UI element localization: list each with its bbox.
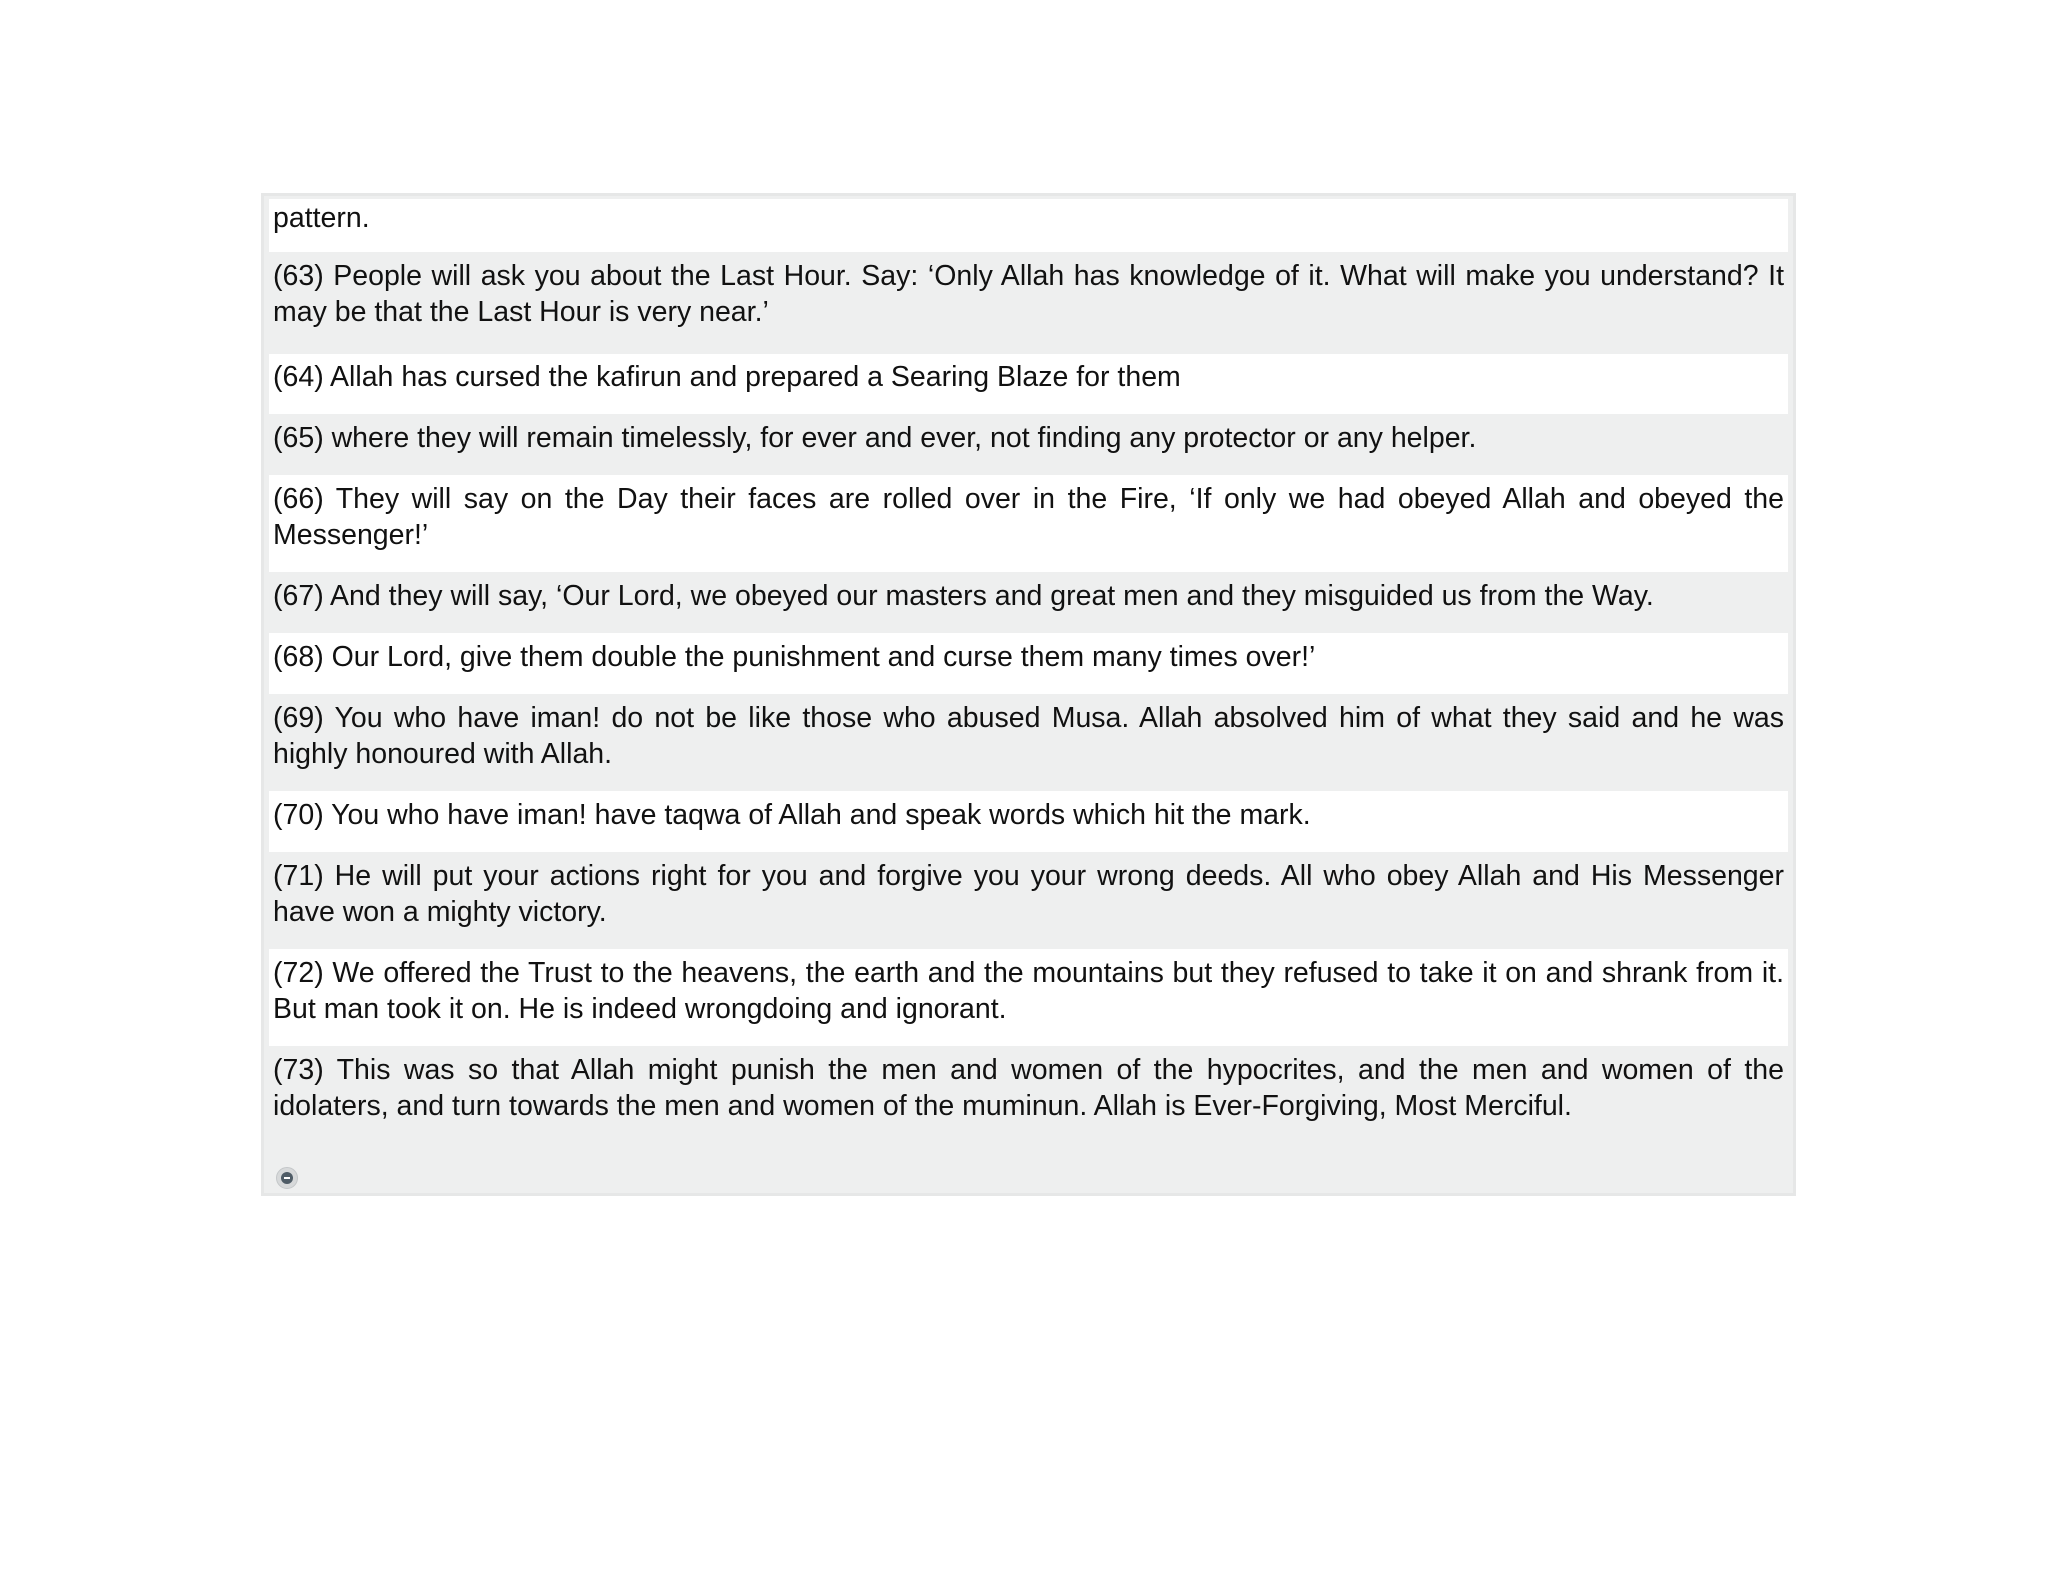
- verse-row: pattern.: [269, 199, 1788, 252]
- verse-row: (70) You who have iman! have taqwa of Allah and speak words which hit the mark.: [269, 791, 1788, 852]
- minus-icon: [281, 1172, 293, 1184]
- verse-row: (71) He will put your actions right for you and forgive you your wrong deeds. All who obey Allah and His Messenger have won a mighty victory.: [269, 852, 1788, 949]
- collapse-circle-icon[interactable]: [276, 1167, 298, 1189]
- verse-row: (64) Allah has cursed the kafirun and prepared a Searing Blaze for them: [269, 354, 1788, 414]
- verse-row: (72) We offered the Trust to the heavens, the earth and the mountains but they refused to take it on and shrank from it. But man took it on. He is indeed wrongdoing and ignorant.: [269, 949, 1788, 1046]
- verse-row: (69) You who have iman! do not be like those who abused Musa. Allah absolved him of what they said and he was highly honoured with Allah.: [269, 694, 1788, 791]
- verse-table: [261, 193, 1796, 1196]
- verse-row: (66) They will say on the Day their faces are rolled over in the Fire, ‘If only we had obeyed Allah and obeyed the Messenger!’: [269, 475, 1788, 572]
- verse-row: (68) Our Lord, give them double the punishment and curse them many times over!’: [269, 633, 1788, 694]
- verse-row: (63) People will ask you about the Last Hour. Say: ‘Only Allah has knowledge of it. What will make you understand? It may be that the Last Hour is very near.’: [269, 252, 1788, 354]
- table-footer: [269, 1143, 1788, 1193]
- verse-row: (67) And they will say, ‘Our Lord, we obeyed our masters and great men and they misguided us from the Way.: [269, 572, 1788, 633]
- verse-row: (73) This was so that Allah might punish the men and women of the hypocrites, and the men and women of the idolaters, and turn towards the men and women of the muminun. Allah is Ever-Forgiving, Most Merciful.: [269, 1046, 1788, 1143]
- verse-row: (65) where they will remain timelessly, for ever and ever, not finding any protector or any helper.: [269, 414, 1788, 475]
